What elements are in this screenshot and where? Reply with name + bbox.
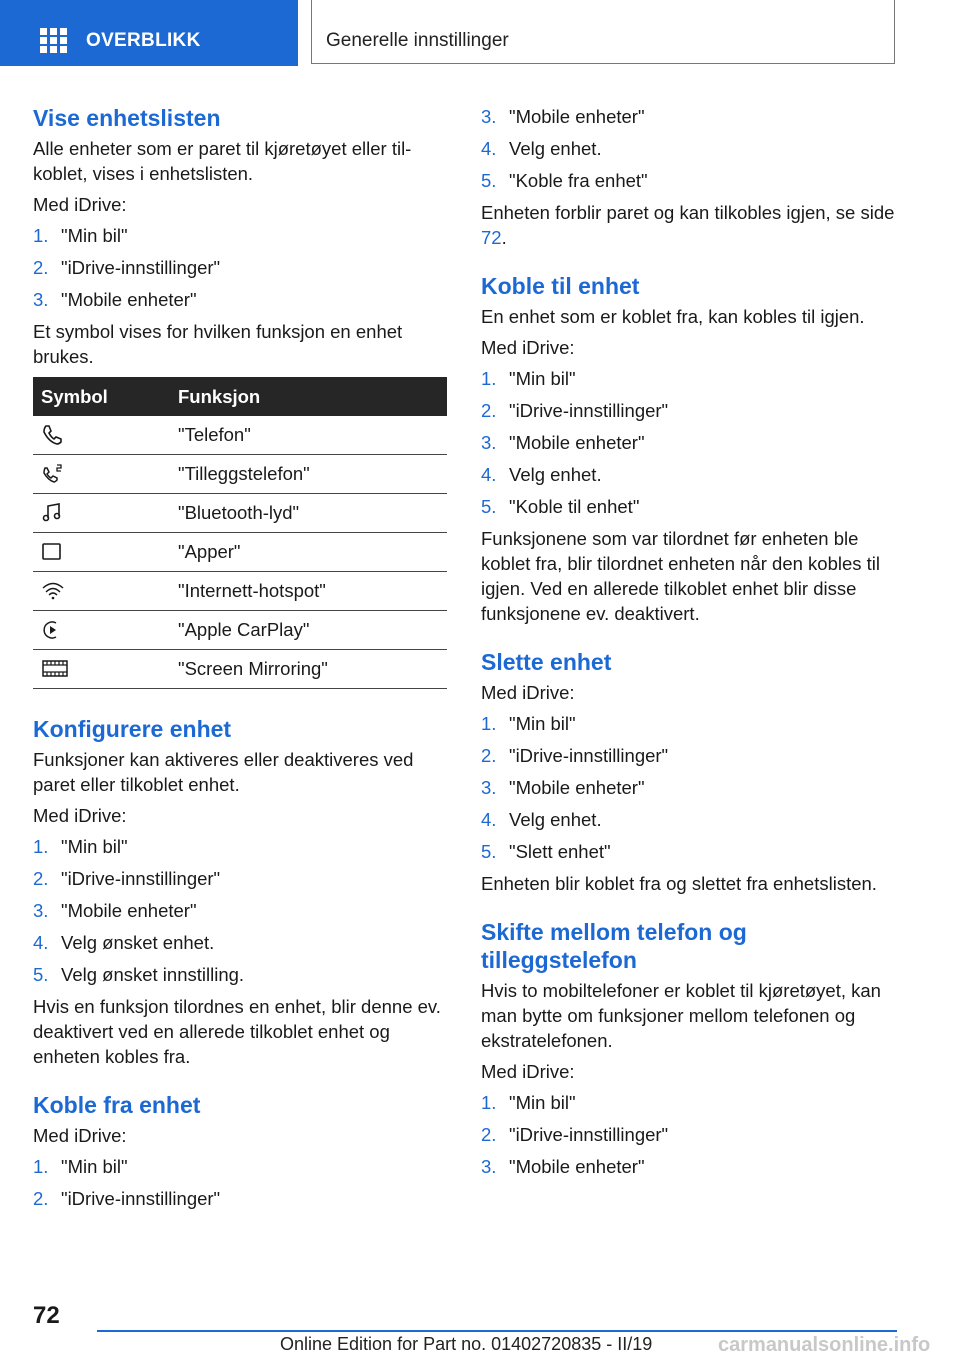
paragraph: Et symbol vises for hvilken funksjon en enhet brukes. <box>33 321 403 367</box>
paragraph: Hvis en funksjon tilordnes en enhet, blir denne ev. deaktivert ved en allerede tilkoblet enhet og enheten kobles fra. <box>33 996 441 1067</box>
heading-slette-enhet: Slette enhet <box>481 649 612 675</box>
list-item: 2. "iDrive-innstillinger" <box>481 400 669 421</box>
step-list <box>33 1154 447 1211</box>
heading-skifte-mellom-telefon: Skifte mellom telefon og tilleggstelefon <box>481 919 747 973</box>
step-list <box>33 834 447 987</box>
list-item: 3. "Mobile enheter" <box>481 432 645 453</box>
table-row <box>33 611 447 650</box>
table-cell-label: "Telefon" <box>170 416 447 455</box>
paragraph: Med iDrive: <box>481 682 575 703</box>
paragraph: Med iDrive: <box>481 337 575 358</box>
list-item: 1. "Min bil" <box>481 1092 576 1113</box>
footer-divider <box>97 1330 897 1332</box>
table-row <box>33 455 447 494</box>
section-title-box <box>311 0 895 64</box>
paragraph: Enheten forblir paret og kan tilkobles igjen, se side 72. <box>481 202 895 248</box>
music-note-icon <box>41 502 63 524</box>
table-cell-label: "Apper" <box>170 533 447 572</box>
step-list <box>481 366 895 519</box>
list-item: 2. "iDrive-innstillinger" <box>33 868 221 889</box>
list-item: 4. Velg enhet. <box>481 138 602 159</box>
overview-label: OVERBLIKK <box>86 30 201 51</box>
table-cell-label: "Screen Mirroring" <box>170 650 447 689</box>
overview-tab[interactable] <box>0 0 298 66</box>
list-item: 4. Velg enhet. <box>481 809 602 830</box>
paragraph: Alle enheter som er paret til kjøretøyet eller til‐koblet, vises i enhetslisten. <box>33 138 412 184</box>
symbol-table <box>33 377 447 689</box>
list-item: 1. "Min bil" <box>33 225 128 246</box>
heading-koble-til-enhet: Koble til enhet <box>481 273 640 299</box>
list-item: 3. "Mobile enheter" <box>33 289 197 310</box>
right-column <box>481 100 895 1186</box>
screen-mirroring-icon <box>41 658 69 680</box>
list-item: 3. "Mobile enheter" <box>33 900 197 921</box>
apps-square-icon <box>41 541 63 563</box>
grid-icon <box>40 28 68 52</box>
paragraph: Funksjonene som var tilordnet før enheten ble koblet fra, blir tilordnet enheten når den kobles til igjen. Ved en allerede tilkoblet enhet blir disse funksjonene ev. deaktivert. <box>481 528 881 624</box>
additional-phone-icon <box>41 463 65 485</box>
list-item: 2. "iDrive-innstillinger" <box>33 1188 221 1209</box>
section-title: Generelle innstillinger <box>326 30 509 51</box>
paragraph: Med iDrive: <box>33 194 127 215</box>
phone-icon <box>41 424 63 446</box>
table-cell-label: "Bluetooth-lyd" <box>170 494 447 533</box>
list-item: 5. "Koble til enhet" <box>481 496 640 517</box>
list-item: 1. "Min bil" <box>33 1156 128 1177</box>
heading-konfigurere-enhet: Konfigurere enhet <box>33 716 232 742</box>
step-list <box>481 104 895 193</box>
list-item: 3. "Mobile enheter" <box>481 1156 645 1177</box>
paragraph: Enheten blir koblet fra og slettet fra enhetslisten. <box>481 873 877 894</box>
table-cell-label: "Tilleggstelefon" <box>170 455 447 494</box>
list-item: 4. Velg enhet. <box>481 464 602 485</box>
step-list <box>481 1090 895 1179</box>
list-item: 3. "Mobile enheter" <box>481 777 645 798</box>
edition-text: Online Edition for Part no. 01402720835 - II/19 <box>280 1334 653 1354</box>
page-number: 72 <box>33 1302 60 1329</box>
table-header-row <box>33 377 447 416</box>
wifi-icon <box>41 580 65 602</box>
list-item: 5. Velg ønsket innstilling. <box>33 964 245 985</box>
table-cell-label: "Internett-hotspot" <box>170 572 447 611</box>
carplay-icon <box>41 619 63 641</box>
table-cell-label: "Apple CarPlay" <box>170 611 447 650</box>
paragraph: Med iDrive: <box>33 805 127 826</box>
paragraph: Hvis to mobiltelefoner er koblet til kjøretøyet, kan man bytte om funksjoner mellom telefonen og ekstratelefonen. <box>481 980 881 1051</box>
page-header <box>0 0 960 66</box>
list-item: 1. "Min bil" <box>481 368 576 389</box>
column-header-symbol: Symbol <box>33 377 170 416</box>
paragraph: Funksjoner kan aktiveres eller deaktiveres ved paret eller tilkoblet enhet. <box>33 749 414 795</box>
left-column <box>33 100 447 1218</box>
list-item: 2. "iDrive-innstillinger" <box>33 257 221 278</box>
list-item: 5. "Slett enhet" <box>481 841 611 862</box>
list-item: 2. "iDrive-innstillinger" <box>481 1124 669 1145</box>
step-list <box>33 223 447 312</box>
paragraph: Med iDrive: <box>33 1125 127 1146</box>
column-header-funksjon: Funksjon <box>170 377 447 416</box>
watermark: carmanualsonline.info <box>718 1334 931 1356</box>
table-row <box>33 650 447 689</box>
table-row <box>33 572 447 611</box>
list-item: 5. "Koble fra enhet" <box>481 170 648 191</box>
heading-koble-fra-enhet: Koble fra enhet <box>33 1092 201 1118</box>
step-list <box>481 711 895 864</box>
table-row <box>33 416 447 455</box>
list-item: 3. "Mobile enheter" <box>481 106 645 127</box>
list-item: 4. Velg ønsket enhet. <box>33 932 215 953</box>
paragraph: Med iDrive: <box>481 1061 575 1082</box>
table-row <box>33 494 447 533</box>
list-item: 1. "Min bil" <box>481 713 576 734</box>
table-row <box>33 533 447 572</box>
list-item: 1. "Min bil" <box>33 836 128 857</box>
list-item: 2. "iDrive-innstillinger" <box>481 745 669 766</box>
heading-vise-enhetslisten: Vise enhetslisten <box>33 105 221 131</box>
page-link[interactable]: 72 <box>481 227 502 248</box>
paragraph: En enhet som er koblet fra, kan kobles til igjen. <box>481 306 865 327</box>
